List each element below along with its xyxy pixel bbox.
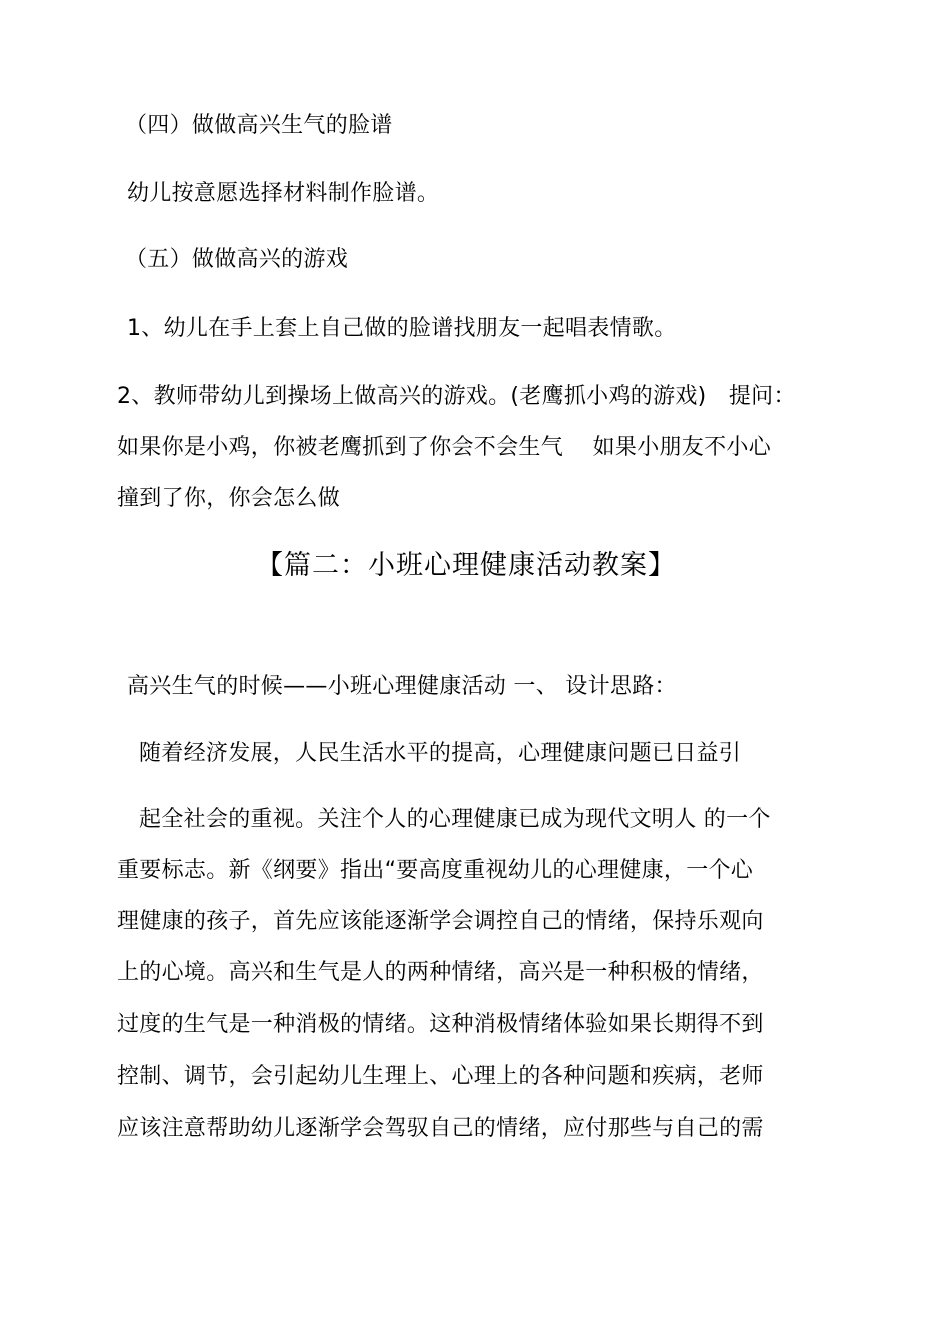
paragraph-line: 幼儿按意愿选择材料制作脸谱。	[127, 181, 440, 206]
paragraph-line: 重要标志。新《纲要》指出“要高度重视幼儿的心理健康，一个心	[117, 858, 754, 883]
paragraph-line: 撞到了你，你会怎么做	[117, 486, 341, 511]
paragraph-line: 随着经济发展，人民生活水平的提高，心理健康问题已日益引	[139, 741, 742, 766]
paragraph-line: 上的心境。高兴和生气是人的两种情绪，高兴是一种积极的情绪，	[117, 960, 764, 985]
paragraph-line: 控制、调节，会引起幼儿生理上、心理上的各种问题和疾病，老师	[117, 1064, 764, 1089]
subheading-four: （四）做做高兴生气的脸谱	[125, 113, 393, 138]
paragraph-line: 起全社会的重视。关注个人的心理健康已成为现代文明人 的一个	[139, 807, 771, 832]
paragraph-line: 理健康的孩子，首先应该能逐渐学会调控自己的情绪，保持乐观向	[117, 909, 764, 934]
section-title: 【篇二：小班心理健康活动教案】	[256, 550, 676, 581]
paragraph-line: 高兴生气的时候——小班心理健康活动 一、 设计思路：	[127, 674, 677, 699]
paragraph-line: 2、教师带幼儿到操场上做高兴的游戏。(老鹰抓小鸡的游戏) 提问：	[117, 384, 796, 409]
paragraph-line: 应该注意帮助幼儿逐渐学会驾驭自己的情绪，应付那些与自己的需	[117, 1116, 764, 1141]
paragraph-line: 如果你是小鸡，你被老鹰抓到了你会不会生气 如果小朋友不小心	[117, 435, 771, 460]
paragraph-line: 1、幼儿在手上套上自己做的脸谱找朋友一起唱表情歌。	[127, 316, 677, 341]
paragraph-line: 过度的生气是一种消极的情绪。这种消极情绪体验如果长期得不到	[117, 1012, 764, 1037]
subheading-five: （五）做做高兴的游戏	[125, 247, 349, 272]
